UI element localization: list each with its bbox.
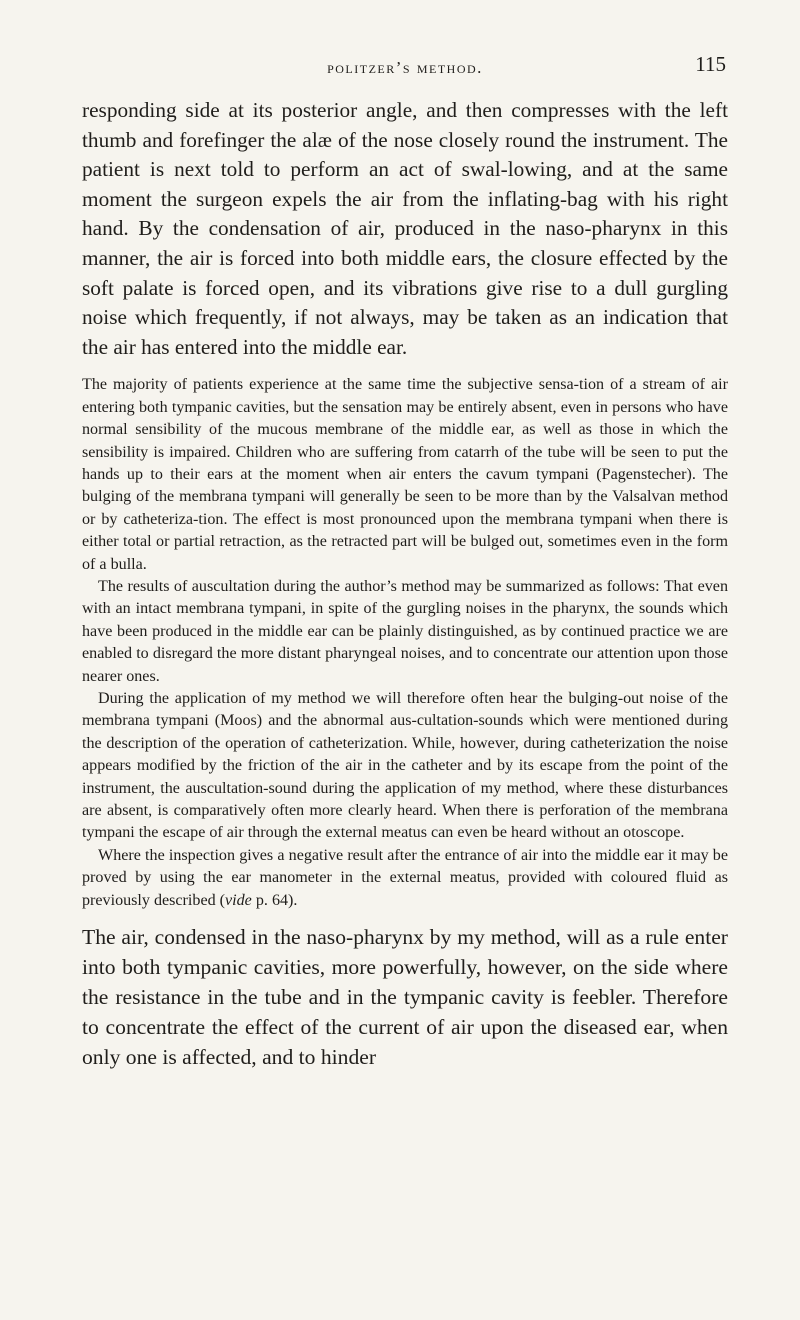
small-print-paragraph-4 [82, 845, 728, 912]
small-print-paragraph-3: During the application of my method we will therefore often hear the bulging-out noise of the membrana tympani (Moos) and the abnormal aus-cultation-sounds which were mentioned during the description of the operation of catheterization. While, however, during catheterization the noise appears modified by the friction of the air in the catheter and by its escape from the point of the instrument, the auscultation-sound during the application of my method, where these disturbances are absent, is comparatively often more clearly heard. When there is perforation of the membrana tympani the escape of air through the external meatus can even be heard without an otoscope. [82, 690, 728, 842]
running-head [82, 52, 728, 88]
page-number: 115 [695, 52, 726, 76]
running-title: politzer’s method. [327, 58, 483, 77]
small-print-paragraph-4-text: Where the inspection gives a negative result after the entrance of air into the middle ear it may be proved by using the ear manometer in the external meatus, provided with coloured fluid as previously described ( [82, 846, 728, 909]
body-paragraph-closing: The air, condensed in the naso-pharynx by my method, will as a rule enter into both tympanic cavities, more powerfully, however, on the side where the resistance in the tube and in the tympanic cavity is feebler. Therefore to concentrate the effect of the current of air upon the diseased ear, when only one is affected, and to hinder [82, 925, 728, 1070]
body-paragraph-opening: responding side at its posterior angle, and then compresses with the left thumb and forefinger the alæ of the nose closely round the instrument. The patient is next told to perform an act of swal-lowing, and at the same moment the surgeon expels the air from the inflating-bag with his right hand. By the condensation of air, produced in the naso-pharynx in this manner, the air is forced into both middle ears, the closure effected by the soft palate is forced open, and its vibrations give rise to a dull gurgling noise which frequently, if not always, may be taken as an indication that the air has entered into the middle ear. [82, 98, 728, 359]
small-print-paragraph-1: The majority of patients experience at the same time the subjective sensa-tion of a stream of air entering both tympanic cavities, but the sensation may be entirely absent, even in persons who have normal sensibility of the mucous membrane of the middle ear, as well as those in which the sensibility is impaired. Children who are suffering from catarrh of the tube will be seen to put the hands up to their ears at the moment when air enters the cavum tympani (Pagenstecher). The bulging of the membrana tympani will generally be seen to be more than by the Valsalvan method or by catheteriza-tion. The effect is most pronounced upon the membrana tympani when there is either total or partial retraction, as the retracted part will be bulged out, sometimes even in the form of a bulla. [82, 376, 728, 573]
small-print-section [82, 374, 728, 912]
small-print-paragraph-4-end: p. 64). [251, 891, 298, 909]
vide-reference: vide [225, 891, 252, 909]
small-print-paragraph-2: The results of auscultation during the author’s method may be summarized as follows: That even with an intact membrana tympani, in spite of the gurgling noises in the pharynx, the sounds which have been produced in the middle ear can be plainly distinguished, as by continued practice we are enabled to disregard the more distant pharyngeal noises, and to concentrate our attention upon those nearer ones. [82, 578, 728, 685]
